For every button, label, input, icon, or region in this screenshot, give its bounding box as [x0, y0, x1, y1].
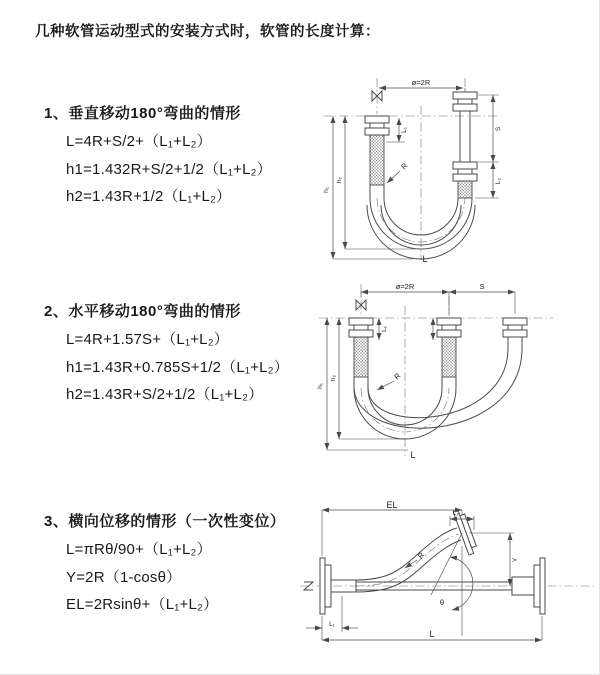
dim-label-l2: L₂ — [452, 510, 460, 517]
dim-label-h2: h₂ — [330, 374, 337, 382]
section-2 — [44, 300, 344, 409]
section-3-heading: 3、横向位移的情形（一次性变位） — [44, 513, 286, 530]
dim-label-l1: L₁ — [329, 621, 335, 628]
diagram-vertical-180-bend — [315, 72, 569, 264]
dim-label-l2: L₂ — [495, 177, 502, 185]
dim-label-l1: L₁ — [401, 127, 408, 133]
angle-label: θ — [439, 598, 445, 607]
radius-label: R — [392, 370, 403, 382]
diagram-lateral-displacement — [298, 500, 598, 648]
formula-line: Y=2R（1-cosθ） — [66, 568, 182, 586]
length-label: L — [429, 629, 435, 639]
section-2-heading: 2、水平移动180°弯曲的情形 — [44, 303, 241, 320]
dim-label-h2: h₂ — [336, 176, 343, 184]
dim-label-l1: L₁ — [381, 326, 388, 332]
formula-line: L=4R+S/2+（L₁+L₂） — [66, 133, 212, 150]
radius-label: R — [415, 550, 427, 561]
length-label: L — [422, 254, 428, 264]
formula-line: h1=1.432R+S/2+1/2（L₁+L₂） — [66, 160, 272, 178]
braided-hose-section — [458, 181, 472, 198]
dim-label-s: S — [479, 282, 485, 291]
section-1 — [44, 102, 344, 211]
formula-line: h2=1.43R+S/2+1/2（L₁+L₂） — [66, 386, 264, 403]
centerlines — [300, 534, 594, 586]
radius-label: R — [399, 160, 410, 172]
dimensions — [306, 500, 542, 640]
dim-label-s: S — [495, 126, 502, 132]
formula-line: h1=1.43R+0.785S+1/2（L₁+L₂） — [66, 358, 289, 376]
formula-line: h2=1.43R+1/2（L₁+L₂） — [66, 188, 232, 205]
formula-line: L=πRθ/90+（L₁+L₂） — [66, 541, 212, 558]
braided-hose-section — [354, 337, 368, 377]
braided-hose-section — [442, 337, 456, 377]
section-1-heading: 1、垂直移动180°弯曲的情形 — [44, 105, 241, 122]
diagram-horizontal-180-bend — [313, 278, 565, 460]
formula-line: EL=2Rsinθ+（L₁+L₂） — [66, 596, 219, 613]
dim-label-el: EL — [386, 500, 398, 510]
dim-label-y: Y — [512, 557, 519, 563]
page-title: 几种软管运动型式的安装方式时，软管的长度计算： — [35, 24, 380, 40]
dimensions — [317, 282, 515, 460]
dim-label-2r: ø=2R — [411, 78, 431, 87]
length-label: L — [410, 450, 416, 460]
dim-label-h1: h₁ — [317, 383, 324, 389]
braided-hose-section — [370, 135, 384, 185]
dim-label-h1: h₁ — [323, 187, 330, 193]
construction-lines — [431, 533, 514, 636]
formula-line: L=4R+1.57S+（L₁+L₂） — [66, 331, 229, 348]
dim-label-2r: ø=2R — [395, 282, 415, 291]
